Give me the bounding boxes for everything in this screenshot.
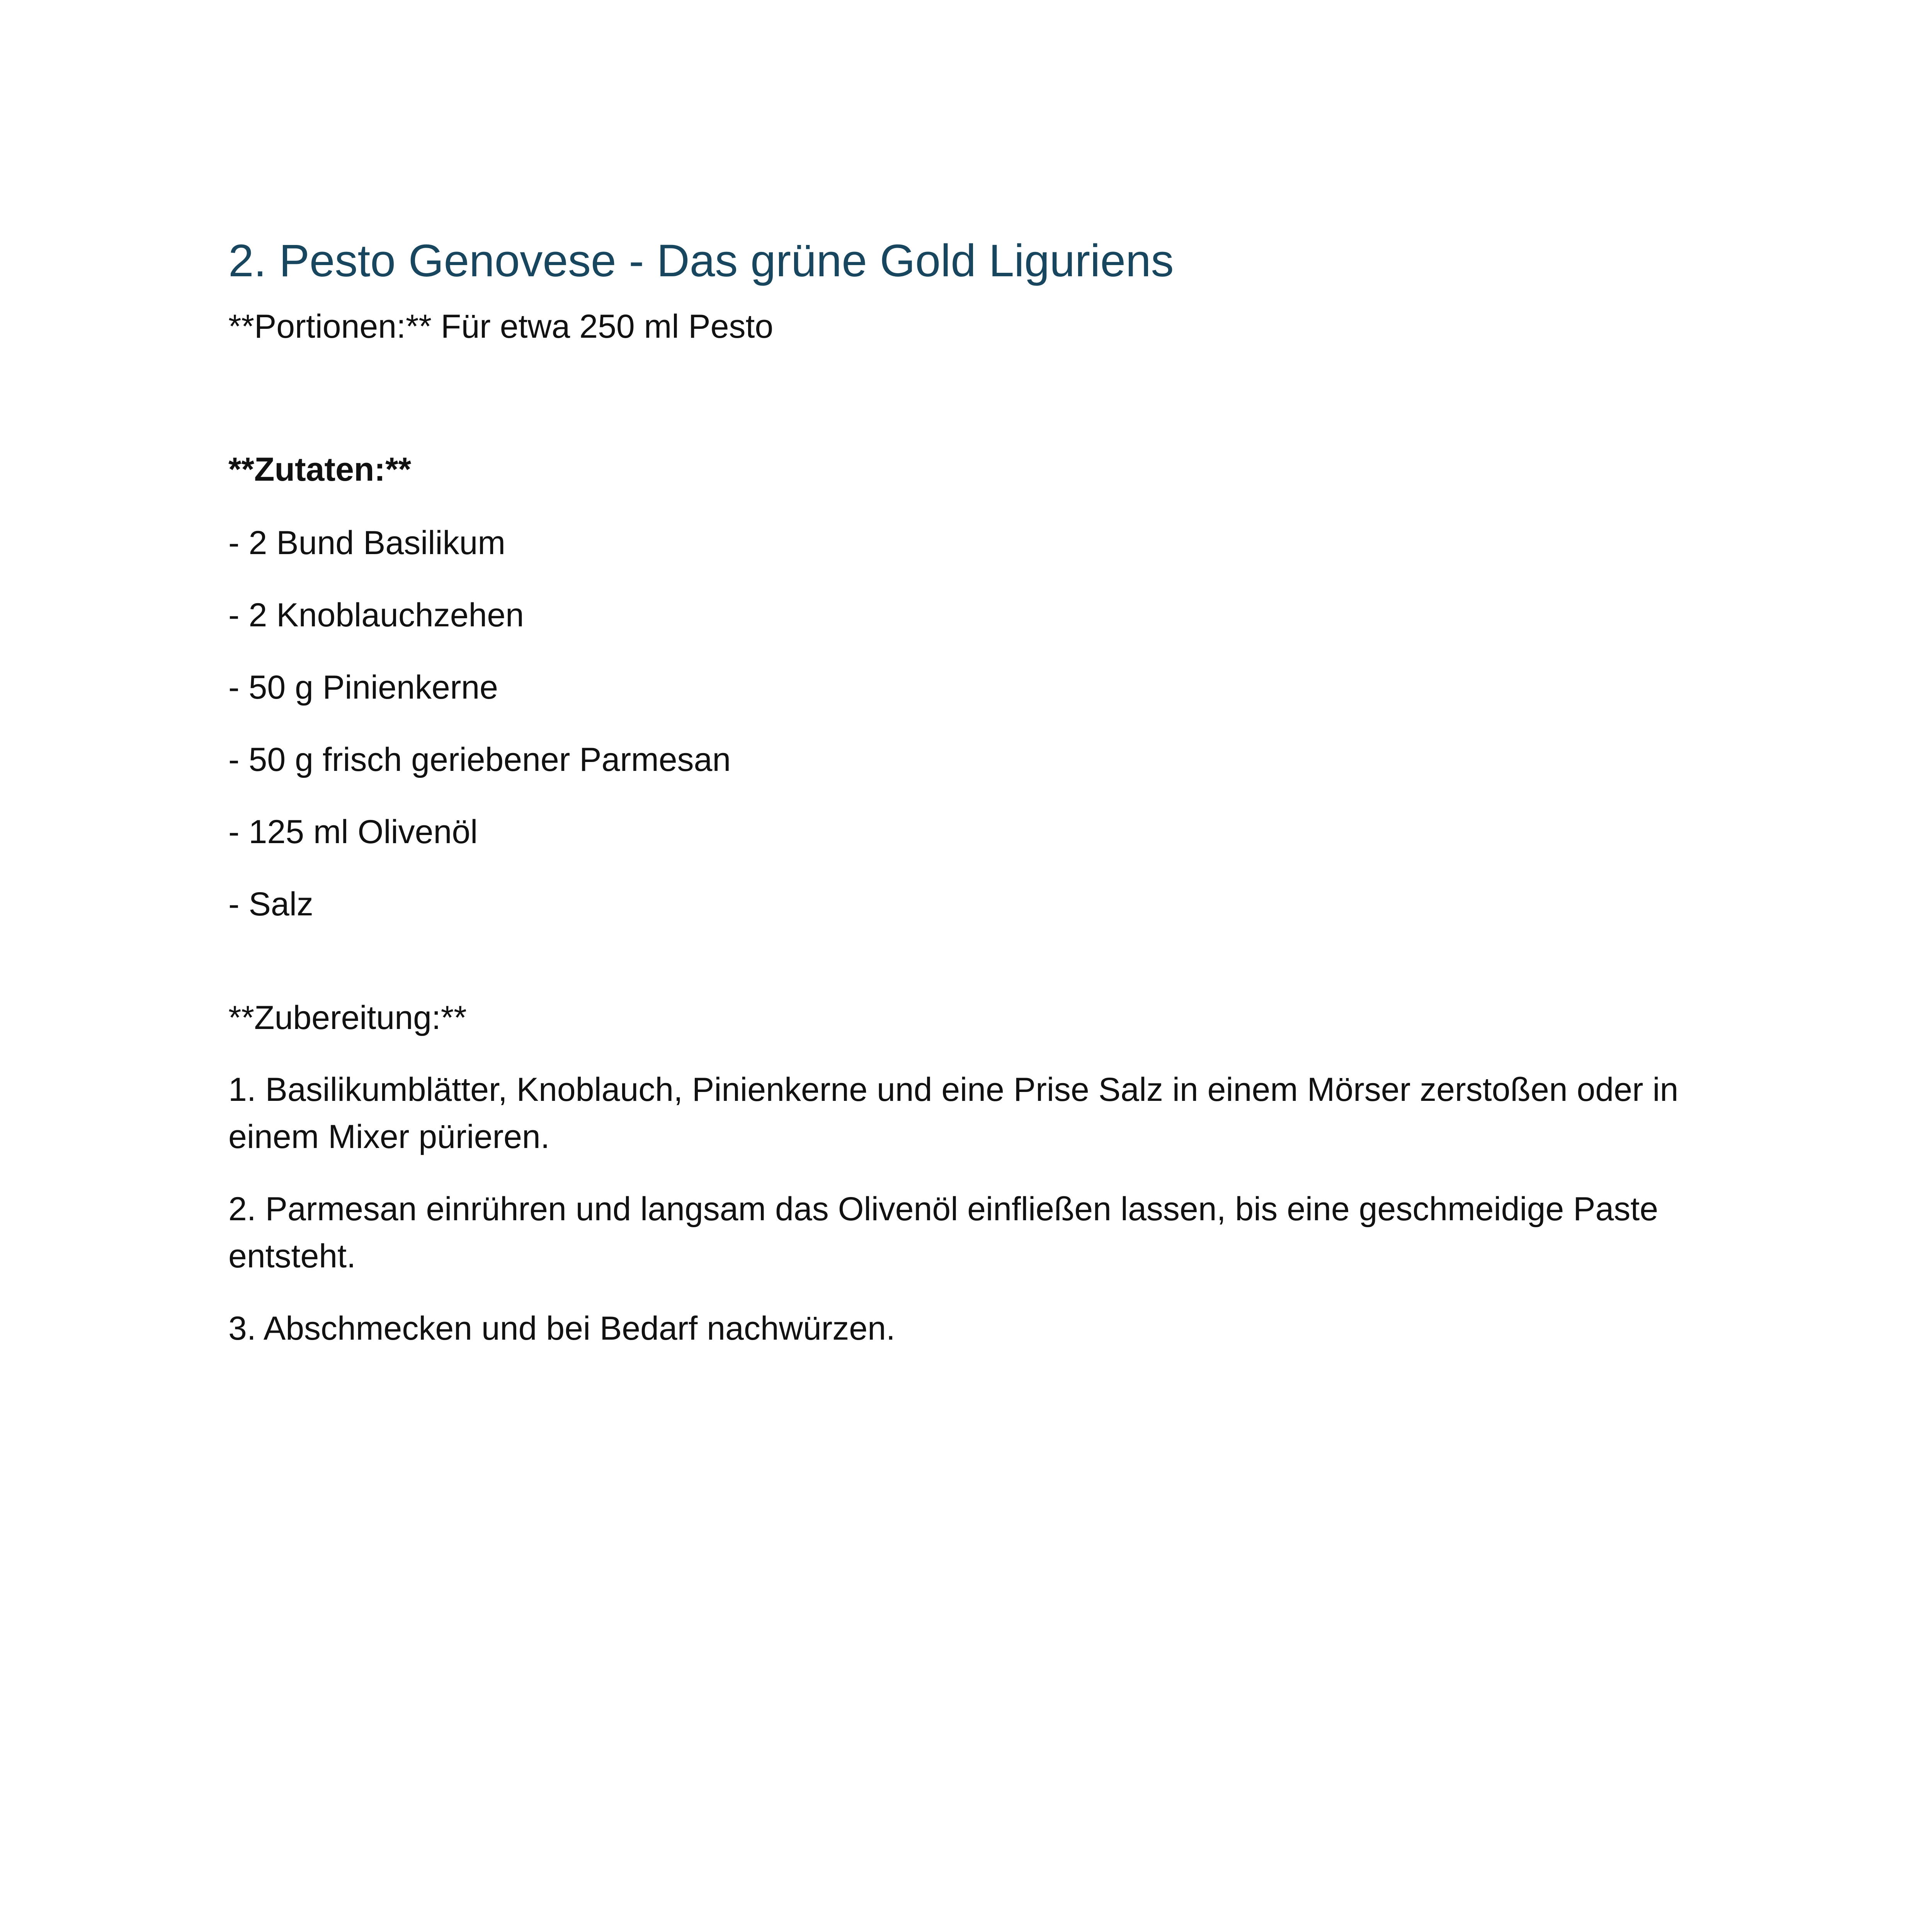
ingredient-item: - Salz xyxy=(228,886,313,923)
preparation-step: 3. Abschmecken und bei Bedarf nachwürzen. xyxy=(228,1310,895,1347)
recipe-content xyxy=(228,232,1724,1377)
ingredient-item: - 50 g frisch geriebener Parmesan xyxy=(228,741,731,778)
preparation-step: 1. Basilikumblätter, Knoblauch, Pinienkerne und eine Prise Salz in einem Mörser zerstoßen oder in einem Mixer pürieren. xyxy=(228,1071,1679,1155)
ingredient-item: - 125 ml Olivenöl xyxy=(228,813,478,850)
recipe-title: 2. Pesto Genovese - Das grüne Gold Liguriens xyxy=(228,235,1174,286)
ingredient-item: - 2 Bund Basilikum xyxy=(228,524,505,561)
preparation-heading: **Zubereitung:** xyxy=(228,999,467,1036)
preparation-step: 2. Parmesan einrühren und langsam das Olivenöl einfließen lassen, bis eine geschmeidige Paste entsteht. xyxy=(228,1190,1658,1275)
ingredient-item: - 50 g Pinienkerne xyxy=(228,669,498,706)
ingredients-heading: **Zutaten:** xyxy=(228,451,412,488)
preparation-steps xyxy=(228,1066,1724,1352)
ingredient-item: - 2 Knoblauchzehen xyxy=(228,597,524,634)
portions-text: **Portionen:** Für etwa 250 ml Pesto xyxy=(228,308,774,345)
ingredients-list xyxy=(228,522,1724,925)
